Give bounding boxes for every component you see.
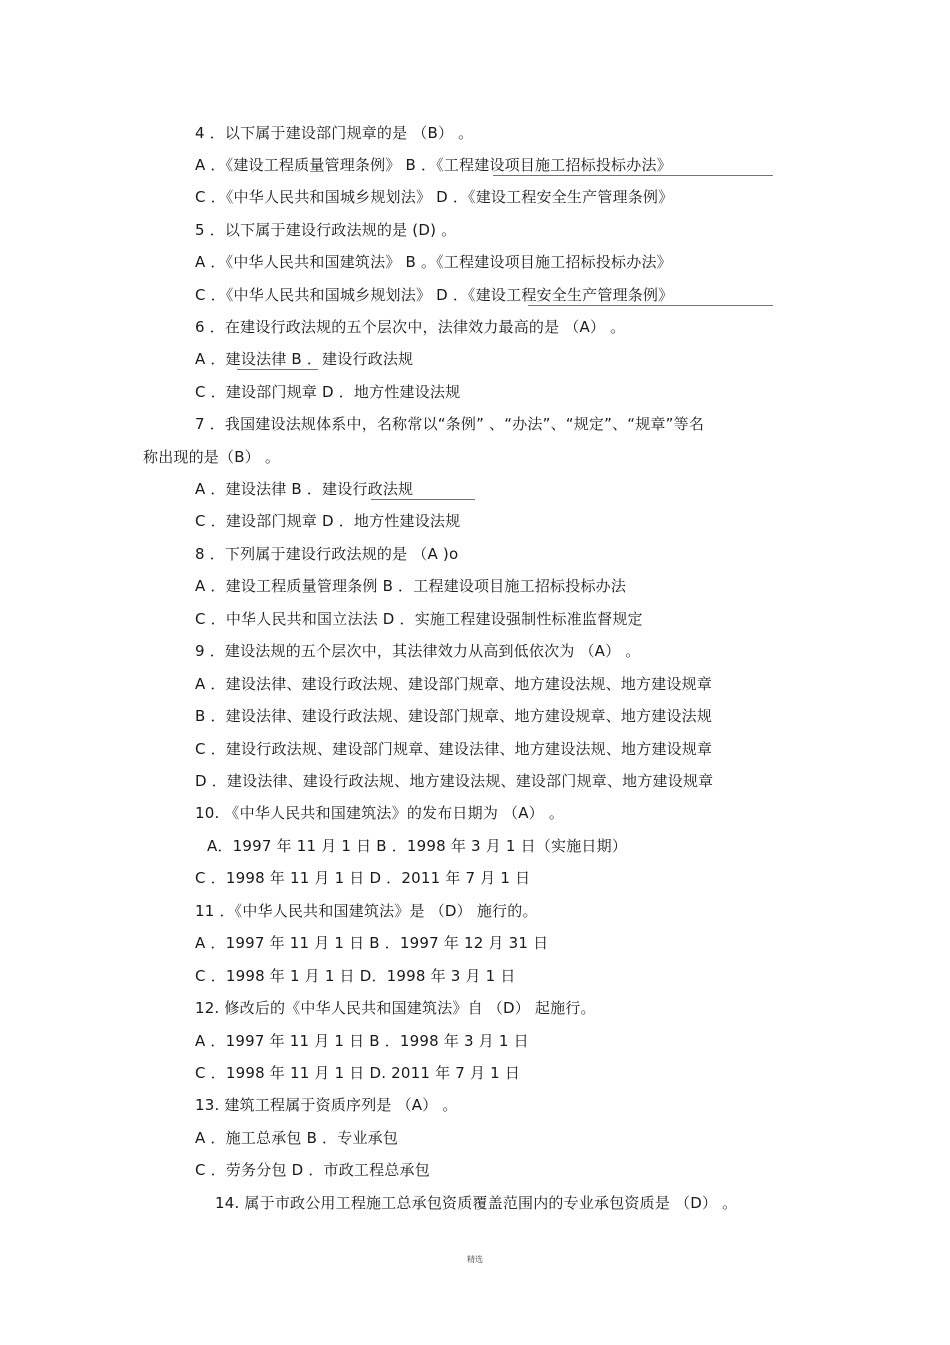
q5-options-ab: A ．《中华人民共和国建筑法》 B 。《工程建设项目施工招标投标办法》 — [195, 253, 672, 271]
answer-underline-q6 — [237, 369, 318, 370]
q13-options-ab: A ．施工总承包 B ．专业承包 — [195, 1129, 399, 1147]
answer-underline-q4 — [493, 175, 773, 176]
q9-option-c: C ．建设行政法规、建设部门规章、建设法律、地方建设法规、地方建设规章 — [195, 740, 713, 758]
q9-option-a: A ．建设法律、建设行政法规、建设部门规章、地方建设法规、地方建设规章 — [195, 675, 713, 693]
q7-options-cd: C ．建设部门规章 D ．地方性建设法规 — [195, 512, 461, 530]
q9-stem: 9 ．建设法规的五个层次中，其法律效力从高到低依次为 （A） 。 — [195, 642, 641, 660]
q11-stem: 11 ．《中华人民共和国建筑法》是 （D） 施行的。 — [195, 902, 538, 920]
q9-option-b: B ．建设法律、建设行政法规、建设部门规章、地方建设规章、地方建设法规 — [195, 707, 713, 725]
page-footer: 精选 — [467, 1255, 483, 1264]
q9-option-d: D ．建设法律、建设行政法规、地方建设法规、建设部门规章、地方建设规章 — [195, 772, 714, 790]
q12-options-cd: C ．1998 年 11 月 1 日 D. 2011 年 7 月 1 日 — [195, 1064, 521, 1082]
q5-options-cd: C ．《中华人民共和国城乡规划法》 D ．《建设工程安全生产管理条例》 — [195, 286, 674, 304]
answer-underline-q7 — [371, 499, 475, 500]
q8-options-ab: A ．建设工程质量管理条例 B ．工程建设项目施工招标投标办法 — [195, 577, 627, 595]
q13-options-cd: C ．劳务分包 D ．市政工程总承包 — [195, 1161, 430, 1179]
q12-stem: 12. 修改后的《中华人民共和国建筑法》自 （D） 起施行。 — [195, 999, 596, 1017]
q10-options-cd: C ．1998 年 11 月 1 日 D ．2011 年 7 月 1 日 — [195, 869, 531, 887]
q8-options-cd: C ．中华人民共和国立法法 D ．实施工程建设强制性标准监督规定 — [195, 610, 643, 628]
q5-stem: 5 ．以下属于建设行政法规的是 (D) 。 — [195, 221, 457, 239]
q6-options-cd: C ．建设部门规章 D ．地方性建设法规 — [195, 383, 461, 401]
q7-stem-line2: 称出现的是（B） 。 — [143, 448, 281, 466]
q11-options-ab: A ．1997 年 11 月 1 日 B ．1997 年 12 月 31 日 — [195, 934, 549, 952]
q7-options-ab: A ．建设法律 B ．建设行政法规 — [195, 480, 414, 498]
q4-options-ab: A ．《建设工程质量管理条例》 B ．《工程建设项目施工招标投标办法》 — [195, 156, 672, 174]
q6-stem: 6 ．在建设行政法规的五个层次中，法律效力最高的是 （A） 。 — [195, 318, 626, 336]
q7-stem-line1: 7 ．我国建设法规体系中，名称常以“条例” 、“办法”、“规定”、“规章”等名 — [195, 415, 705, 433]
q4-stem: 4 ．以下属于建设部门规章的是 （B） 。 — [195, 124, 474, 142]
q8-stem: 8 ．下列属于建设行政法规的是 （A )o — [195, 545, 459, 563]
q12-options-ab: A ．1997 年 11 月 1 日 B ．1998 年 3 月 1 日 — [195, 1032, 529, 1050]
q6-options-ab: A ．建设法律 B ．建设行政法规 — [195, 350, 414, 368]
q10-options-ab: A．1997 年 11 月 1 日 B ．1998 年 3 月 1 日（实施日期） — [207, 837, 628, 855]
q13-stem: 13. 建筑工程属于资质序列是 （A） 。 — [195, 1096, 458, 1114]
q11-options-cd: C ．1998 年 1 月 1 日 D．1998 年 3 月 1 日 — [195, 967, 516, 985]
answer-underline-q5 — [528, 305, 773, 306]
q14-stem: 14. 属于市政公用工程施工总承包资质覆盖范围内的专业承包资质是 （D） 。 — [215, 1194, 738, 1212]
q10-stem: 10. 《中华人民共和国建筑法》的发布日期为 （A） 。 — [195, 804, 565, 822]
q4-options-cd: C ．《中华人民共和国城乡规划法》 D ．《建设工程安全生产管理条例》 — [195, 188, 674, 206]
